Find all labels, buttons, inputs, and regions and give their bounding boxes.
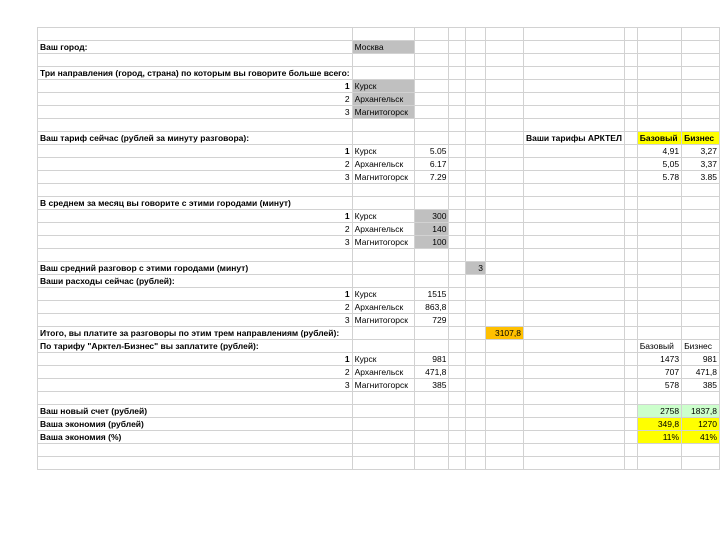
savings-label[interactable]: Ваша экономия (рублей) [38,418,353,431]
business-cost-compare[interactable]: 981 [682,353,720,366]
tariff-calculator-grid [37,27,720,470]
direction-number[interactable]: 2 [38,301,353,314]
direction-row [38,106,720,119]
direction-number[interactable]: 2 [38,366,353,379]
business-tariff-heading[interactable]: По тарифу "Арктел-Бизнес" вы заплатите (рублей): [38,340,353,353]
current-tariff-value[interactable]: 6.17 [415,158,449,171]
savings-pct-business[interactable]: 41% [682,431,720,444]
cost-value[interactable]: 863,8 [415,301,449,314]
savings-pct-basic[interactable]: 11% [637,431,681,444]
direction-name[interactable]: Архангельск [352,93,415,106]
minutes-value[interactable]: 140 [415,223,449,236]
direction-number[interactable]: 1 [38,288,353,301]
direction-name[interactable]: Магнитогорск [352,379,415,392]
savings-business[interactable]: 1270 [682,418,720,431]
direction-number[interactable]: 3 [38,106,353,119]
current-tariff-heading[interactable]: Ваш тариф сейчас (рублей за минуту разговора): [38,132,353,145]
arktel-business-rate[interactable]: 3,37 [682,158,720,171]
business-cost-compare[interactable]: 385 [682,379,720,392]
directions-heading[interactable]: Три направления (город, страна) по которым вы говорите больше всего: [38,67,353,80]
business-cost-value[interactable]: 385 [415,379,449,392]
business-heading-row [38,340,720,353]
direction-row [38,80,720,93]
minutes-heading-row [38,197,720,210]
savings-row [38,418,720,431]
direction-name[interactable]: Курск [352,80,415,93]
business-cost-value[interactable]: 981 [415,353,449,366]
new-bill-business[interactable]: 1837,8 [682,405,720,418]
direction-number[interactable]: 2 [38,93,353,106]
business-row [38,379,720,392]
spacer-row [38,392,720,405]
arktel-basic-header[interactable]: Базовый [637,132,681,145]
avg-call-label[interactable]: Ваш средний разговор с этими городами (минут) [38,262,353,275]
direction-name[interactable]: Курск [352,145,415,158]
minutes-row [38,236,720,249]
total-value[interactable]: 3107,8 [485,327,523,340]
cost-value[interactable]: 1515 [415,288,449,301]
new-bill-row [38,405,720,418]
avg-call-row [38,262,720,275]
total-row [38,327,720,340]
spacer-row [38,457,720,470]
spacer-row [38,28,720,41]
direction-name[interactable]: Архангельск [352,301,415,314]
direction-number[interactable]: 3 [38,314,353,327]
minutes-row [38,223,720,236]
direction-row [38,93,720,106]
current-costs-heading[interactable]: Ваши расходы сейчас (рублей): [38,275,353,288]
direction-name[interactable]: Магнитогорск [352,106,415,119]
costs-row [38,314,720,327]
current-tariff-value[interactable]: 5.05 [415,145,449,158]
direction-name[interactable]: Магнитогорск [352,171,415,184]
business-cost-value[interactable]: 471,8 [415,366,449,379]
tariff-row [38,158,720,171]
direction-name[interactable]: Архангельск [352,158,415,171]
direction-name[interactable]: Курск [352,353,415,366]
tariff-heading-row [38,132,720,145]
spacer-row [38,249,720,262]
minutes-value[interactable]: 300 [415,210,449,223]
costs-heading-row [38,275,720,288]
new-bill-basic[interactable]: 2758 [637,405,681,418]
direction-name[interactable]: Магнитогорск [352,236,415,249]
summary-basic-header[interactable]: Базовый [637,340,681,353]
cost-value[interactable]: 729 [415,314,449,327]
basic-cost-value[interactable]: 1473 [637,353,681,366]
direction-name[interactable]: Архангельск [352,366,415,379]
arktel-business-rate[interactable]: 3,27 [682,145,720,158]
arktel-tariffs-heading[interactable]: Ваши тарифы АРКТЕЛ [523,132,624,145]
directions-heading-row [38,67,720,80]
monthly-minutes-heading[interactable]: В среднем за месяц вы говорите с этими городами (минут) [38,197,353,210]
avg-call-value[interactable]: 3 [465,262,485,275]
new-bill-label[interactable]: Ваш новый счет (рублей) [38,405,353,418]
arktel-basic-rate[interactable]: 5.78 [637,171,681,184]
basic-cost-value[interactable]: 707 [637,366,681,379]
direction-number[interactable]: 3 [38,379,353,392]
business-cost-compare[interactable]: 471,8 [682,366,720,379]
arktel-business-header[interactable]: Бизнес [682,132,720,145]
total-label[interactable]: Итого, вы платите за разговоры по этим трем направлениям (рублей): [38,327,353,340]
spacer-row [38,119,720,132]
direction-number[interactable]: 3 [38,171,353,184]
city-label[interactable]: Ваш город: [38,41,353,54]
direction-name[interactable]: Магнитогорск [352,314,415,327]
minutes-row [38,210,720,223]
direction-name[interactable]: Архангельск [352,223,415,236]
direction-number[interactable]: 1 [38,145,353,158]
arktel-business-rate[interactable]: 3.85 [682,171,720,184]
basic-cost-value[interactable]: 578 [637,379,681,392]
business-row [38,366,720,379]
direction-number[interactable]: 1 [38,353,353,366]
spacer-row [38,444,720,457]
minutes-value[interactable]: 100 [415,236,449,249]
business-row [38,353,720,366]
city-value[interactable]: Москва [352,41,415,54]
arktel-basic-rate[interactable]: 5,05 [637,158,681,171]
savings-pct-label[interactable]: Ваша экономия (%) [38,431,353,444]
summary-business-header[interactable]: Бизнес [682,340,720,353]
spreadsheet [37,27,720,470]
direction-number[interactable]: 3 [38,236,353,249]
current-tariff-value[interactable]: 7.29 [415,171,449,184]
tariff-row [38,171,720,184]
costs-row [38,288,720,301]
savings-pct-row [38,431,720,444]
spacer-row [38,184,720,197]
direction-number[interactable]: 1 [38,80,353,93]
arktel-basic-rate[interactable]: 4,91 [637,145,681,158]
direction-name[interactable]: Курск [352,210,415,223]
costs-row [38,301,720,314]
spacer-row [38,54,720,67]
direction-name[interactable]: Курск [352,288,415,301]
savings-basic[interactable]: 349,8 [637,418,681,431]
direction-number[interactable]: 1 [38,210,353,223]
direction-number[interactable]: 2 [38,223,353,236]
direction-number[interactable]: 2 [38,158,353,171]
city-row [38,41,720,54]
tariff-row [38,145,720,158]
